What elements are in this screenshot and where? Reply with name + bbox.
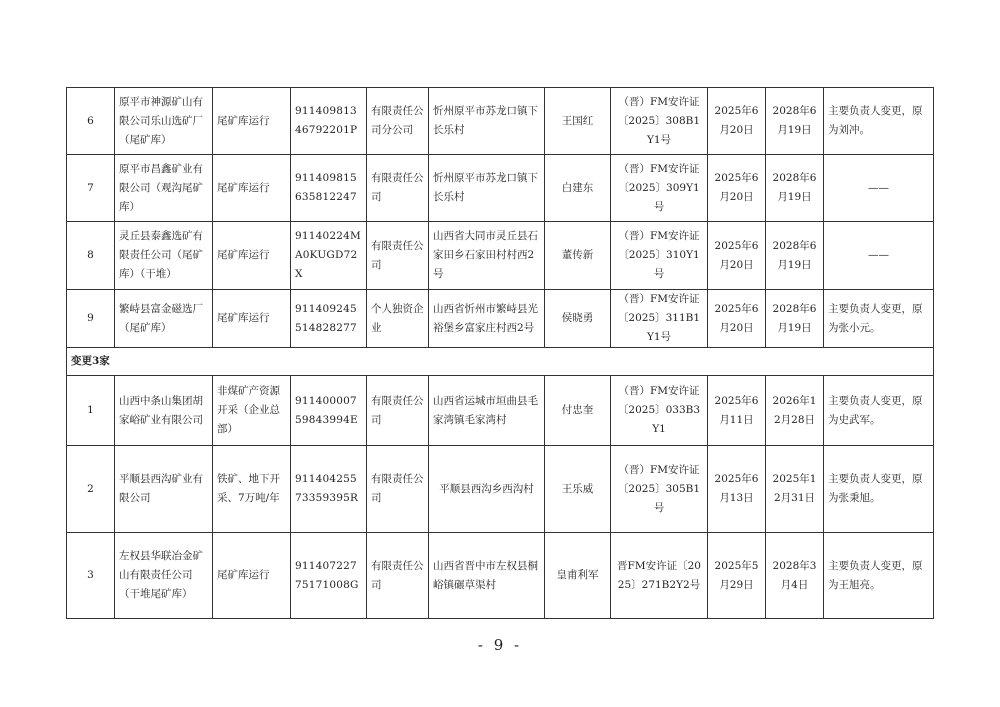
- company-name: 原平市神源矿山有限公司乐山选矿厂（尾矿库）: [115, 88, 213, 155]
- company-address: 忻州原平市苏龙口镇下长乐村: [429, 88, 545, 155]
- remarks: 主要负责人变更，原为张秉旭。: [824, 446, 934, 533]
- company-name: 原平市昌鑫矿业有限公司（观沟尾矿库）: [115, 155, 213, 222]
- expiry-date: 2028年6月19日: [766, 290, 824, 348]
- company-type: 有限责任公司: [367, 155, 429, 222]
- credit-code: 91140722775171008G: [291, 533, 367, 619]
- issue-date: 2025年6月20日: [708, 290, 766, 348]
- row-number: 9: [67, 290, 115, 348]
- company-address: 平顺县西沟乡西沟村: [429, 446, 545, 533]
- credit-code: 911409815635812247: [291, 155, 367, 222]
- license-number: （晋）FM安许证〔2025〕308B1Y1号: [611, 88, 708, 155]
- expiry-date: 2028年6月19日: [766, 88, 824, 155]
- company-type: 有限责任公司分公司: [367, 88, 429, 155]
- table-row: [67, 533, 934, 619]
- table-row: [67, 376, 934, 446]
- remarks: ——: [824, 222, 934, 290]
- credit-code: 91140425573359395R: [291, 446, 367, 533]
- remarks: 主要负责人变更，原为王旭亮。: [824, 533, 934, 619]
- table-row: [67, 88, 934, 155]
- expiry-date: 2028年6月19日: [766, 155, 824, 222]
- table-row: [67, 222, 934, 290]
- expiry-date: 2025年12月31日: [766, 446, 824, 533]
- company-type: 有限责任公司: [367, 446, 429, 533]
- license-number: （晋）FM安许证〔2025〕305B1号: [611, 446, 708, 533]
- remarks: 主要负责人变更，原为张小元。: [824, 290, 934, 348]
- section-row: [67, 348, 934, 376]
- row-number: 8: [67, 222, 115, 290]
- page-number: - 9 -: [477, 636, 523, 654]
- license-scope: 尾矿库运行: [213, 533, 291, 619]
- issue-date: 2025年6月20日: [708, 88, 766, 155]
- company-address: 山西省晋中市左权县桐峪镇碾草渠村: [429, 533, 545, 619]
- responsible-person: 皇甫利军: [545, 533, 611, 619]
- company-address: 山西省忻州市繁峙县光裕堡乡富家庄村西2号: [429, 290, 545, 348]
- company-address: 山西省运城市垣曲县毛家湾镇毛家湾村: [429, 376, 545, 446]
- table-row: [67, 290, 934, 348]
- company-address: 忻州原平市苏龙口镇下长乐村: [429, 155, 545, 222]
- credit-code: 91140000759843994E: [291, 376, 367, 446]
- expiry-date: 2028年3月4日: [766, 533, 824, 619]
- license-scope: 非煤矿产资源开采（企业总部）: [213, 376, 291, 446]
- responsible-person: 侯晓勇: [545, 290, 611, 348]
- expiry-date: 2028年6月19日: [766, 222, 824, 290]
- company-name: 灵丘县泰鑫选矿有限责任公司（尾矿库）（干堆）: [115, 222, 213, 290]
- responsible-person: 董传新: [545, 222, 611, 290]
- license-scope: 尾矿库运行: [213, 290, 291, 348]
- responsible-person: 王国红: [545, 88, 611, 155]
- license-number: （晋）FM安许证〔2025〕310Y1号: [611, 222, 708, 290]
- company-name: 平顺县西沟矿业有限公司: [115, 446, 213, 533]
- responsible-person: 付忠奎: [545, 376, 611, 446]
- license-table: [66, 87, 934, 619]
- credit-code: 91140981346792201P: [291, 88, 367, 155]
- company-name: 左权县华联冶金矿山有限责任公司（干堆尾矿库）: [115, 533, 213, 619]
- remarks: 主要负责人变更，原为史武军。: [824, 376, 934, 446]
- license-number: （晋）FM安许证〔2025〕033B3Y1: [611, 376, 708, 446]
- issue-date: 2025年6月13日: [708, 446, 766, 533]
- license-scope: 尾矿库运行: [213, 222, 291, 290]
- credit-code: 911409245514828277: [291, 290, 367, 348]
- company-type: 有限责任公司: [367, 376, 429, 446]
- row-number: 7: [67, 155, 115, 222]
- row-number: 1: [67, 376, 115, 446]
- license-scope: 尾矿库运行: [213, 155, 291, 222]
- issue-date: 2025年6月11日: [708, 376, 766, 446]
- company-name: 山西中条山集团胡家峪矿业有限公司: [115, 376, 213, 446]
- company-name: 繁峙县富金磁选厂（尾矿库）: [115, 290, 213, 348]
- remarks: 主要负责人变更，原为刘冲。: [824, 88, 934, 155]
- responsible-person: 王乐威: [545, 446, 611, 533]
- license-number: （晋）FM安许证〔2025〕309Y1号: [611, 155, 708, 222]
- row-number: 2: [67, 446, 115, 533]
- issue-date: 2025年6月20日: [708, 222, 766, 290]
- company-type: 有限责任公司: [367, 222, 429, 290]
- company-address: 山西省大同市灵丘县石家田乡石家田村村西2号: [429, 222, 545, 290]
- company-type: 有限责任公司: [367, 533, 429, 619]
- remarks: ——: [824, 155, 934, 222]
- responsible-person: 白建东: [545, 155, 611, 222]
- company-type: 个人独资企业: [367, 290, 429, 348]
- table-row: [67, 446, 934, 533]
- issue-date: 2025年6月20日: [708, 155, 766, 222]
- credit-code: 91140224MA0KUGD72X: [291, 222, 367, 290]
- issue-date: 2025年5月29日: [708, 533, 766, 619]
- expiry-date: 2026年12月28日: [766, 376, 824, 446]
- row-number: 6: [67, 88, 115, 155]
- table-row: [67, 155, 934, 222]
- license-number: （晋）FM安许证〔2025〕311B1Y1号: [611, 290, 708, 348]
- row-number: 3: [67, 533, 115, 619]
- section-heading: 变更3家: [67, 348, 934, 376]
- license-scope: 铁矿、地下开采、7万吨/年: [213, 446, 291, 533]
- license-scope: 尾矿库运行: [213, 88, 291, 155]
- license-number: 晋FM安许证〔2025〕271B2Y2号: [611, 533, 708, 619]
